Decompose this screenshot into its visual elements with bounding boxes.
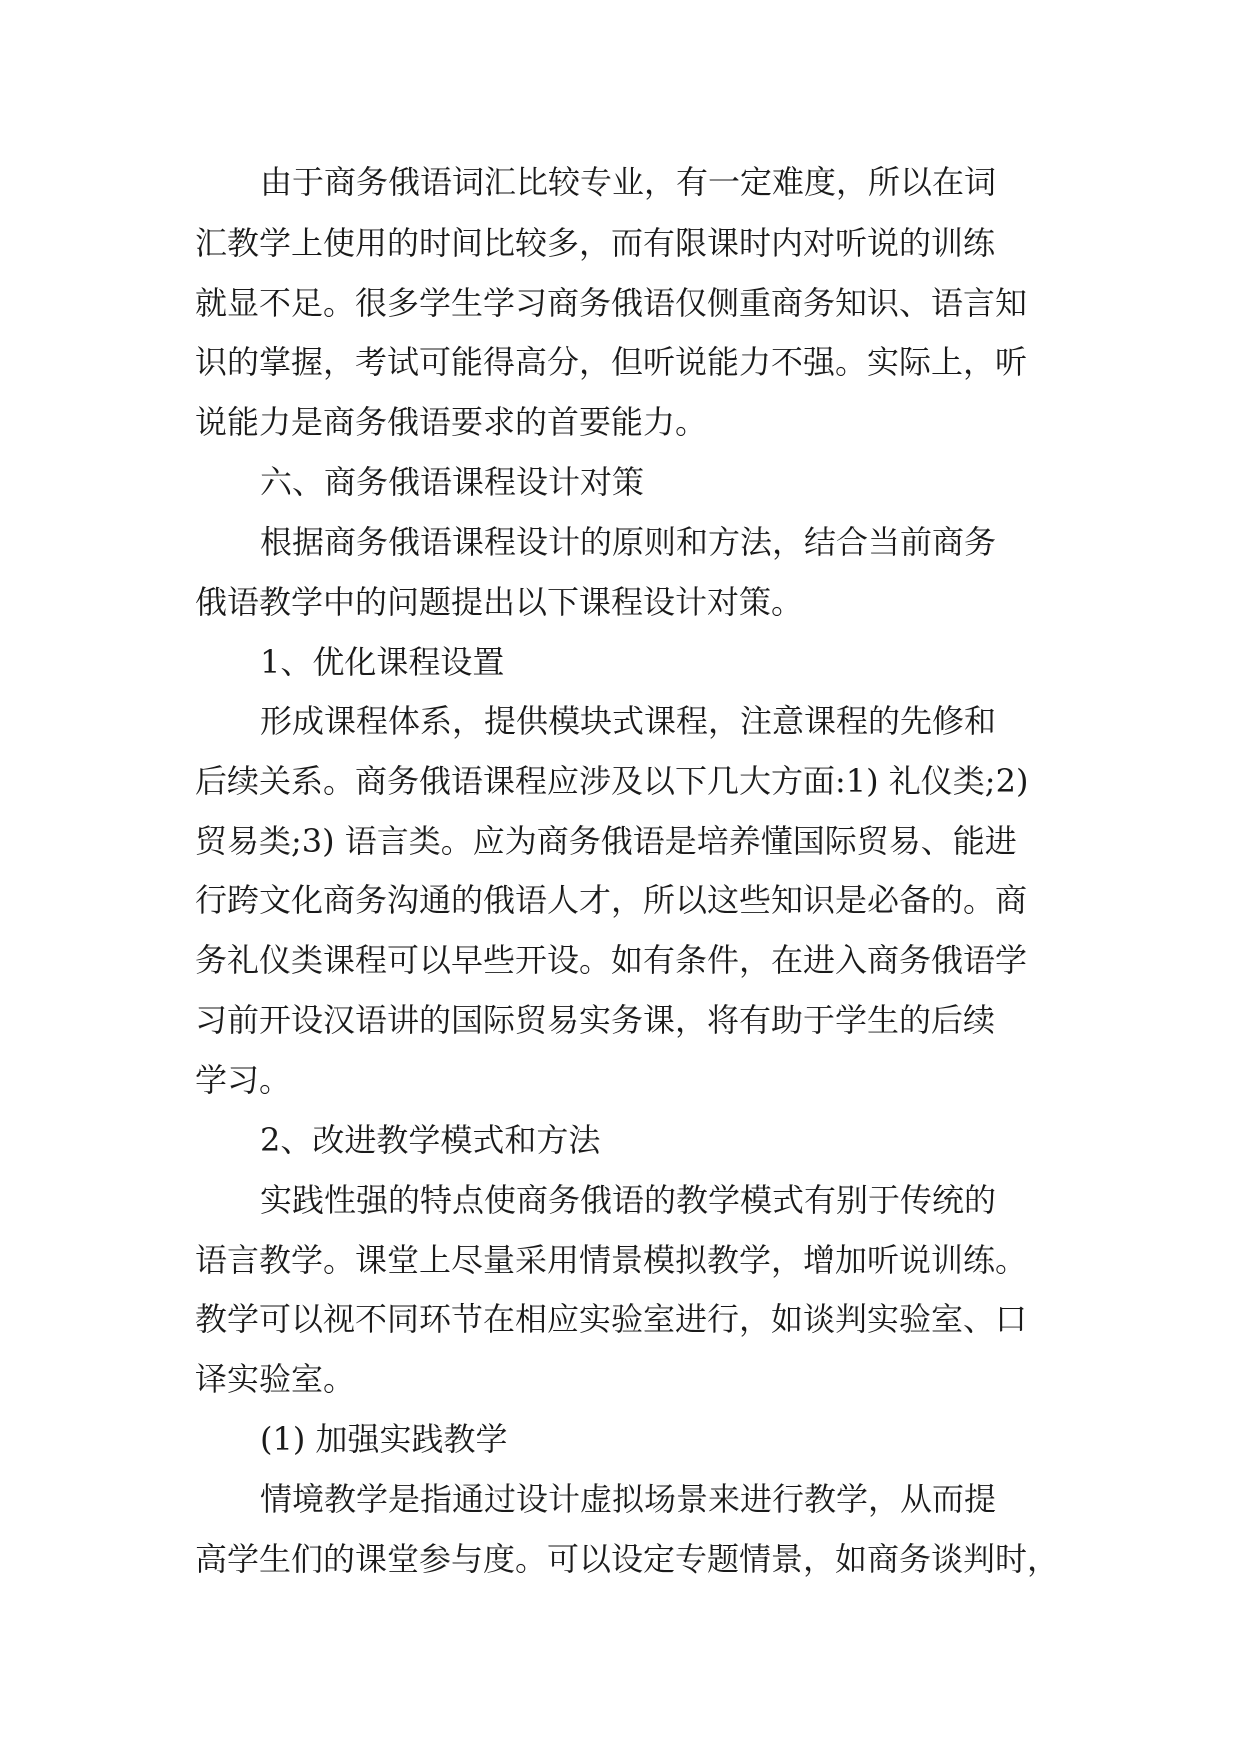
- paragraph-line: 实践性强的特点使商务俄语的教学模式有别于传统的: [260, 1181, 997, 1219]
- paragraph-line: 说能力是商务俄语要求的首要能力。: [195, 403, 708, 441]
- paragraph-line: 行跨文化商务沟通的俄语人才，所以这些知识是必备的。商: [195, 881, 1028, 919]
- paragraph-line: 由于商务俄语词汇比较专业，有一定难度，所以在词: [260, 163, 997, 201]
- paragraph-line: 教学可以视不同环节在相应实验室进行，如谈判实验室、口: [195, 1300, 1028, 1338]
- subsection-heading: (1) 加强实践教学: [260, 1420, 508, 1458]
- paragraph-line: 贸易类;3) 语言类。应为商务俄语是培养懂国际贸易、能进: [195, 822, 1017, 860]
- paragraph-line: 后续关系。商务俄语课程应涉及以下几大方面:1) 礼仪类;2): [195, 762, 1029, 800]
- paragraph-line: 务礼仪类课程可以早些开设。如有条件，在进入商务俄语学: [195, 941, 1028, 979]
- paragraph-line: 译实验室。: [195, 1360, 356, 1398]
- paragraph-line: 形成课程体系，提供模块式课程，注意课程的先修和: [260, 702, 997, 740]
- paragraph-line: 学习。: [195, 1061, 292, 1099]
- paragraph-line: 就显不足。很多学生学习商务俄语仅侧重商务知识、语言知: [195, 284, 1028, 322]
- paragraph-line: 情境教学是指通过设计虚拟场景来进行教学，从而提: [260, 1480, 997, 1518]
- paragraph-line: 习前开设汉语讲的国际贸易实务课，将有助于学生的后续: [195, 1001, 996, 1039]
- subsection-heading: 2、改进教学模式和方法: [260, 1121, 601, 1159]
- paragraph-line: 高学生们的课堂参与度。可以设定专题情景，如商务谈判时，: [195, 1540, 1060, 1578]
- subsection-heading: 1、优化课程设置: [260, 643, 505, 681]
- paragraph-line: 识的掌握，考试可能得高分，但听说能力不强。实际上，听: [195, 343, 1028, 381]
- paragraph-line: 语言教学。课堂上尽量采用情景模拟教学，增加听说训练。: [195, 1241, 1028, 1279]
- section-heading: 六、商务俄语课程设计对策: [260, 463, 645, 501]
- paragraph-line: 俄语教学中的问题提出以下课程设计对策。: [195, 583, 804, 621]
- paragraph-line: 汇教学上使用的时间比较多，而有限课时内对听说的训练: [195, 224, 996, 262]
- paragraph-line: 根据商务俄语课程设计的原则和方法，结合当前商务: [260, 523, 997, 561]
